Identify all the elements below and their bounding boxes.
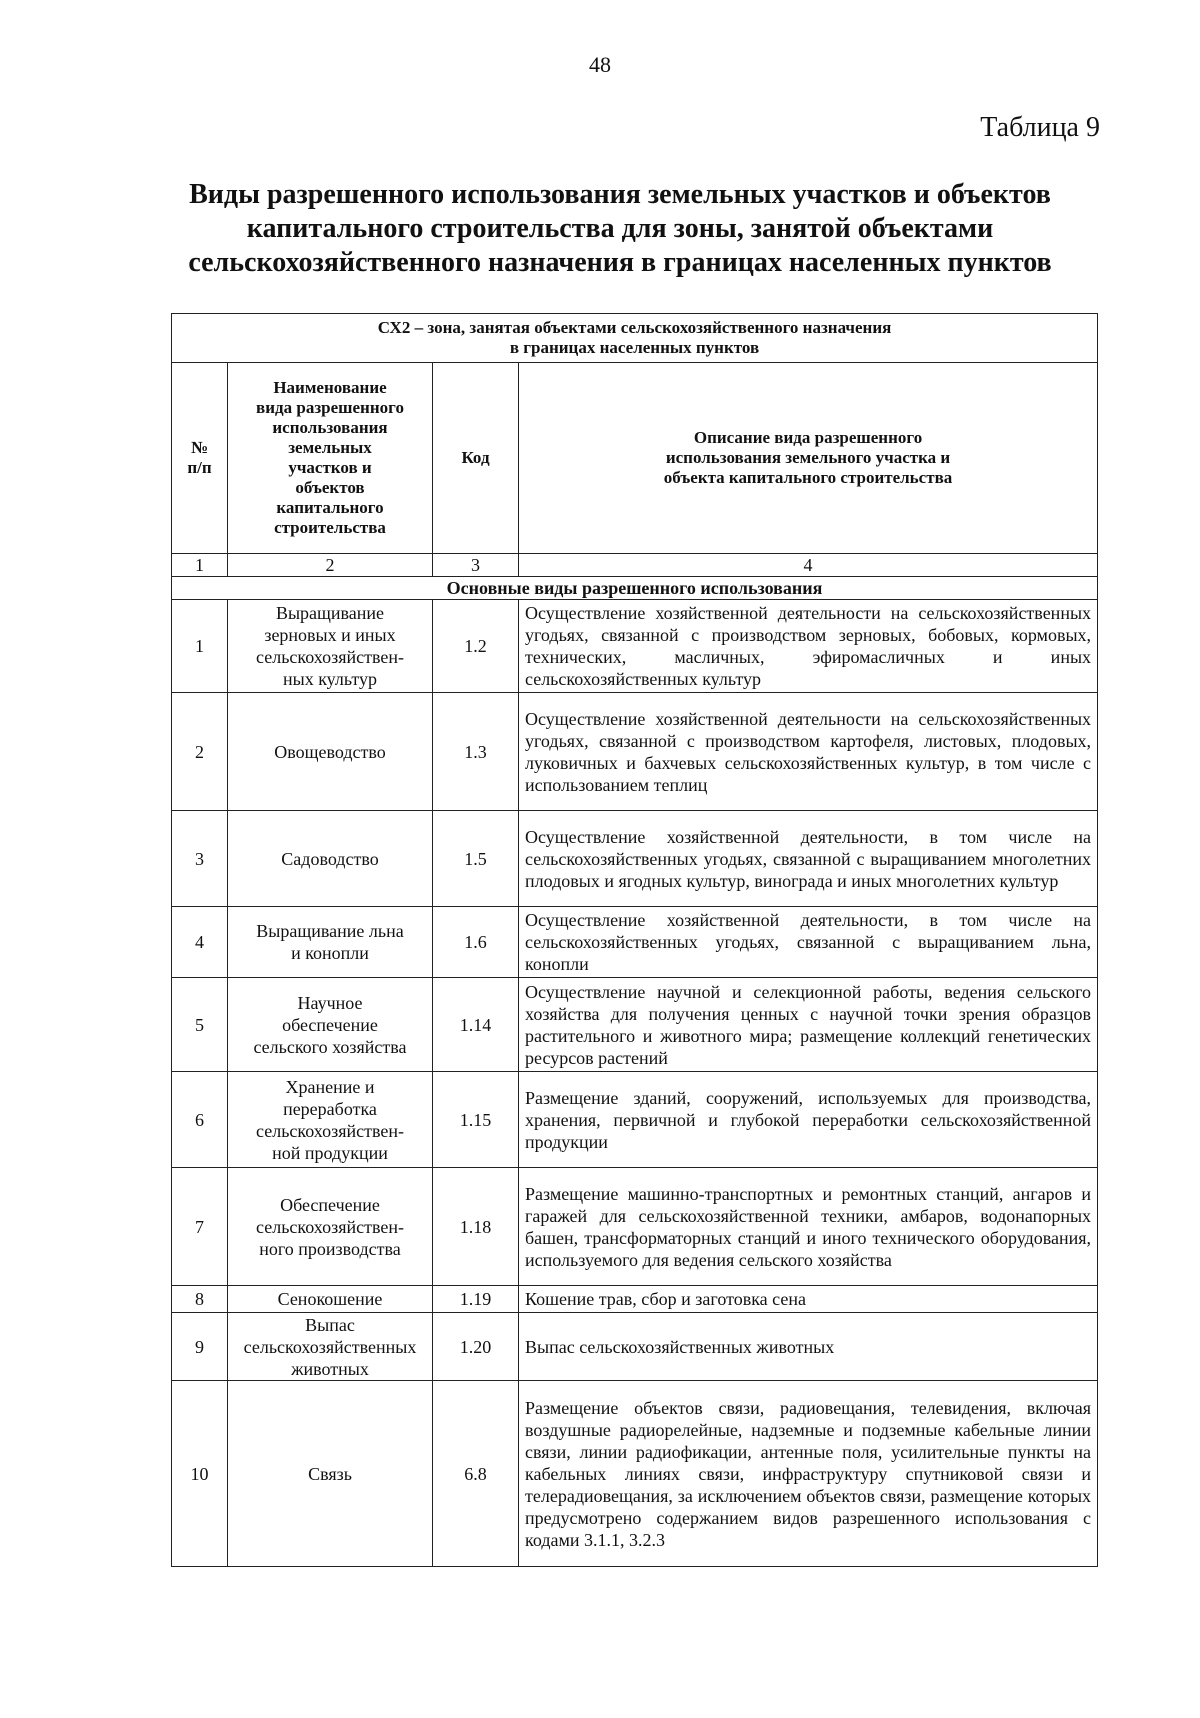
row-description: Размещение зданий, сооружений, используемых для производства, хранения, первичной и глубокой переработки сельскохозяйственной продукции <box>519 1072 1098 1168</box>
row-name-line: сельского хозяйства <box>253 1036 407 1057</box>
row-code: 1.5 <box>433 811 519 907</box>
row-name-line: Выращивание <box>275 603 385 623</box>
row-description: Осуществление хозяйственной деятельности, в том числе на сельскохозяйственных угодьях, связанной с выращиванием многолетних плодовых и ягодных культур, винограда и иных многолетних культур <box>519 811 1098 907</box>
row-num: 1 <box>172 600 228 693</box>
document-title <box>150 178 1090 280</box>
row-name-line: Научное <box>297 992 363 1013</box>
row-name <box>228 1072 433 1168</box>
row-code: 1.20 <box>433 1313 519 1381</box>
row-description: Выпас сельскохозяйственных животных <box>519 1313 1098 1381</box>
zone-header-line: СХ2 – зона, занятая объектами сельскохозяйственного назначения <box>377 318 892 337</box>
header-num <box>172 363 228 554</box>
row-name-line: обеспечение <box>282 1014 378 1035</box>
row-name-line: Хранение и <box>285 1076 375 1097</box>
header-desc-line: Описание вида разрешенного <box>693 428 923 447</box>
header-name-line: объектов <box>295 478 365 497</box>
row-code: 1.19 <box>433 1286 519 1313</box>
row-name <box>228 1168 433 1286</box>
row-code: 6.8 <box>433 1381 519 1567</box>
row-name-line: Связь <box>308 1463 352 1484</box>
row-name-line: сельскохозяйствен- <box>256 1216 404 1237</box>
row-num: 6 <box>172 1072 228 1168</box>
row-description: Осуществление научной и селекционной работы, ведения сельского хозяйства для получения ценных с научной точки зрения образцов растительного и животного мира; размещение коллекций генетических ресурсов растений <box>519 978 1098 1072</box>
row-name-line: сельскохозяйствен- <box>256 647 404 667</box>
title-line: сельскохозяйственного назначения в границах населенных пунктов <box>188 247 1052 278</box>
row-name-line: Выпас <box>305 1314 355 1335</box>
row-name <box>228 600 433 693</box>
title-line: капитального строительства для зоны, занятой объектами <box>246 213 994 244</box>
row-num: 2 <box>172 693 228 811</box>
row-name-line: сельскохозяйствен- <box>256 1120 404 1141</box>
row-name <box>228 1313 433 1381</box>
row-name <box>228 693 433 811</box>
row-num: 9 <box>172 1313 228 1381</box>
header-name-line: строительства <box>274 518 386 537</box>
row-name-line: Обеспечение <box>280 1194 380 1215</box>
header-name-line: Наименование <box>273 378 387 397</box>
zone-header <box>172 314 1098 363</box>
table-row <box>172 1072 1098 1168</box>
row-name-line: и конопли <box>291 943 369 963</box>
row-name-line: животных <box>291 1358 369 1379</box>
row-name-line: переработка <box>283 1098 377 1119</box>
table-row <box>172 907 1098 978</box>
column-number: 3 <box>433 554 519 577</box>
column-number: 2 <box>228 554 433 577</box>
header-desc-line: объекта капитального строительства <box>663 468 953 487</box>
row-description: Размещение объектов связи, радиовещания, телевидения, включая воздушные радиорелейные, надземные и подземные кабельные линии связи, линии радиофикации, антенные поля, усилительные пункты на кабельных линиях связи, инфраструктуру спутниковой связи и телерадиовещания, за исключением объектов связи, размещение которых предусмотрено содержанием видов разрешенного использования с кодами 3.1.1, 3.2.3 <box>519 1381 1098 1567</box>
header-description <box>519 363 1098 554</box>
row-num: 3 <box>172 811 228 907</box>
row-name-line: Выращивание льна <box>256 921 404 941</box>
table-label: Таблица 9 <box>980 112 1100 143</box>
row-description: Осуществление хозяйственной деятельности на сельскохозяйственных угодьях, связанной с производством зерновых, бобовых, кормовых, технических, масличных, эфиромасличных и иных сельскохозяйственных культур <box>519 600 1098 693</box>
row-description: Кошение трав, сбор и заготовка сена <box>519 1286 1098 1313</box>
row-name-line: ного производства <box>259 1238 401 1259</box>
row-name-line: зерновых и иных <box>264 625 396 645</box>
column-number: 1 <box>172 554 228 577</box>
table-row <box>172 1381 1098 1567</box>
row-name <box>228 907 433 978</box>
header-num-line: п/п <box>187 458 212 477</box>
land-use-table <box>171 313 1098 1567</box>
header-name-line: капитального <box>276 498 384 517</box>
table-row <box>172 1168 1098 1286</box>
row-code: 1.18 <box>433 1168 519 1286</box>
row-name-line: ной продукции <box>272 1142 388 1163</box>
row-description: Размещение машинно-транспортных и ремонтных станций, ангаров и гаражей для сельскохозяйственной техники, амбаров, водонапорных башен, трансформаторных станций и иного технического оборудования, используемого для ведения сельского хозяйства <box>519 1168 1098 1286</box>
header-desc-line: использования земельного участка и <box>665 448 951 467</box>
row-code: 1.6 <box>433 907 519 978</box>
table-row <box>172 811 1098 907</box>
table-row <box>172 693 1098 811</box>
row-name-line: Садоводство <box>281 848 379 869</box>
row-description: Осуществление хозяйственной деятельности, в том числе на сельскохозяйственных угодьях, связанной с выращиванием льна, конопли <box>519 907 1098 978</box>
header-name-line: участков и <box>288 458 372 477</box>
row-num: 5 <box>172 978 228 1072</box>
row-num: 4 <box>172 907 228 978</box>
section-title: Основные виды разрешенного использования <box>172 577 1098 600</box>
row-name-line: ных культур <box>282 669 378 689</box>
row-name-line: Овощеводство <box>274 741 386 762</box>
header-name-line: использования <box>272 418 388 437</box>
row-num: 10 <box>172 1381 228 1567</box>
row-num: 7 <box>172 1168 228 1286</box>
header-num-line: № <box>190 438 209 457</box>
table-row <box>172 1286 1098 1313</box>
table-row <box>172 600 1098 693</box>
row-code: 1.15 <box>433 1072 519 1168</box>
row-code: 1.3 <box>433 693 519 811</box>
title-line: Виды разрешенного использования земельных участков и объектов <box>189 179 1051 210</box>
row-name <box>228 1381 433 1567</box>
row-num: 8 <box>172 1286 228 1313</box>
row-code: 1.14 <box>433 978 519 1072</box>
header-code: Код <box>433 363 519 554</box>
header-name-line: вида разрешенного <box>256 398 404 417</box>
table-row <box>172 1313 1098 1381</box>
table-row <box>172 978 1098 1072</box>
row-name <box>228 1286 433 1313</box>
column-number: 4 <box>519 554 1098 577</box>
zone-header-line: в границах населенных пунктов <box>509 338 760 357</box>
row-name <box>228 978 433 1072</box>
row-code: 1.2 <box>433 600 519 693</box>
row-name <box>228 811 433 907</box>
row-name-line: Сенокошение <box>277 1289 383 1309</box>
row-description: Осуществление хозяйственной деятельности на сельскохозяйственных угодьях, связанной с производством картофеля, листовых, плодовых, луковичных и бахчевых сельскохозяйственных культур, в том числе с использованием теплиц <box>519 693 1098 811</box>
page-number: 48 <box>589 52 611 77</box>
header-name-line: земельных <box>288 438 372 457</box>
row-name-line: сельскохозяйственных <box>243 1336 417 1357</box>
header-name <box>228 363 433 554</box>
